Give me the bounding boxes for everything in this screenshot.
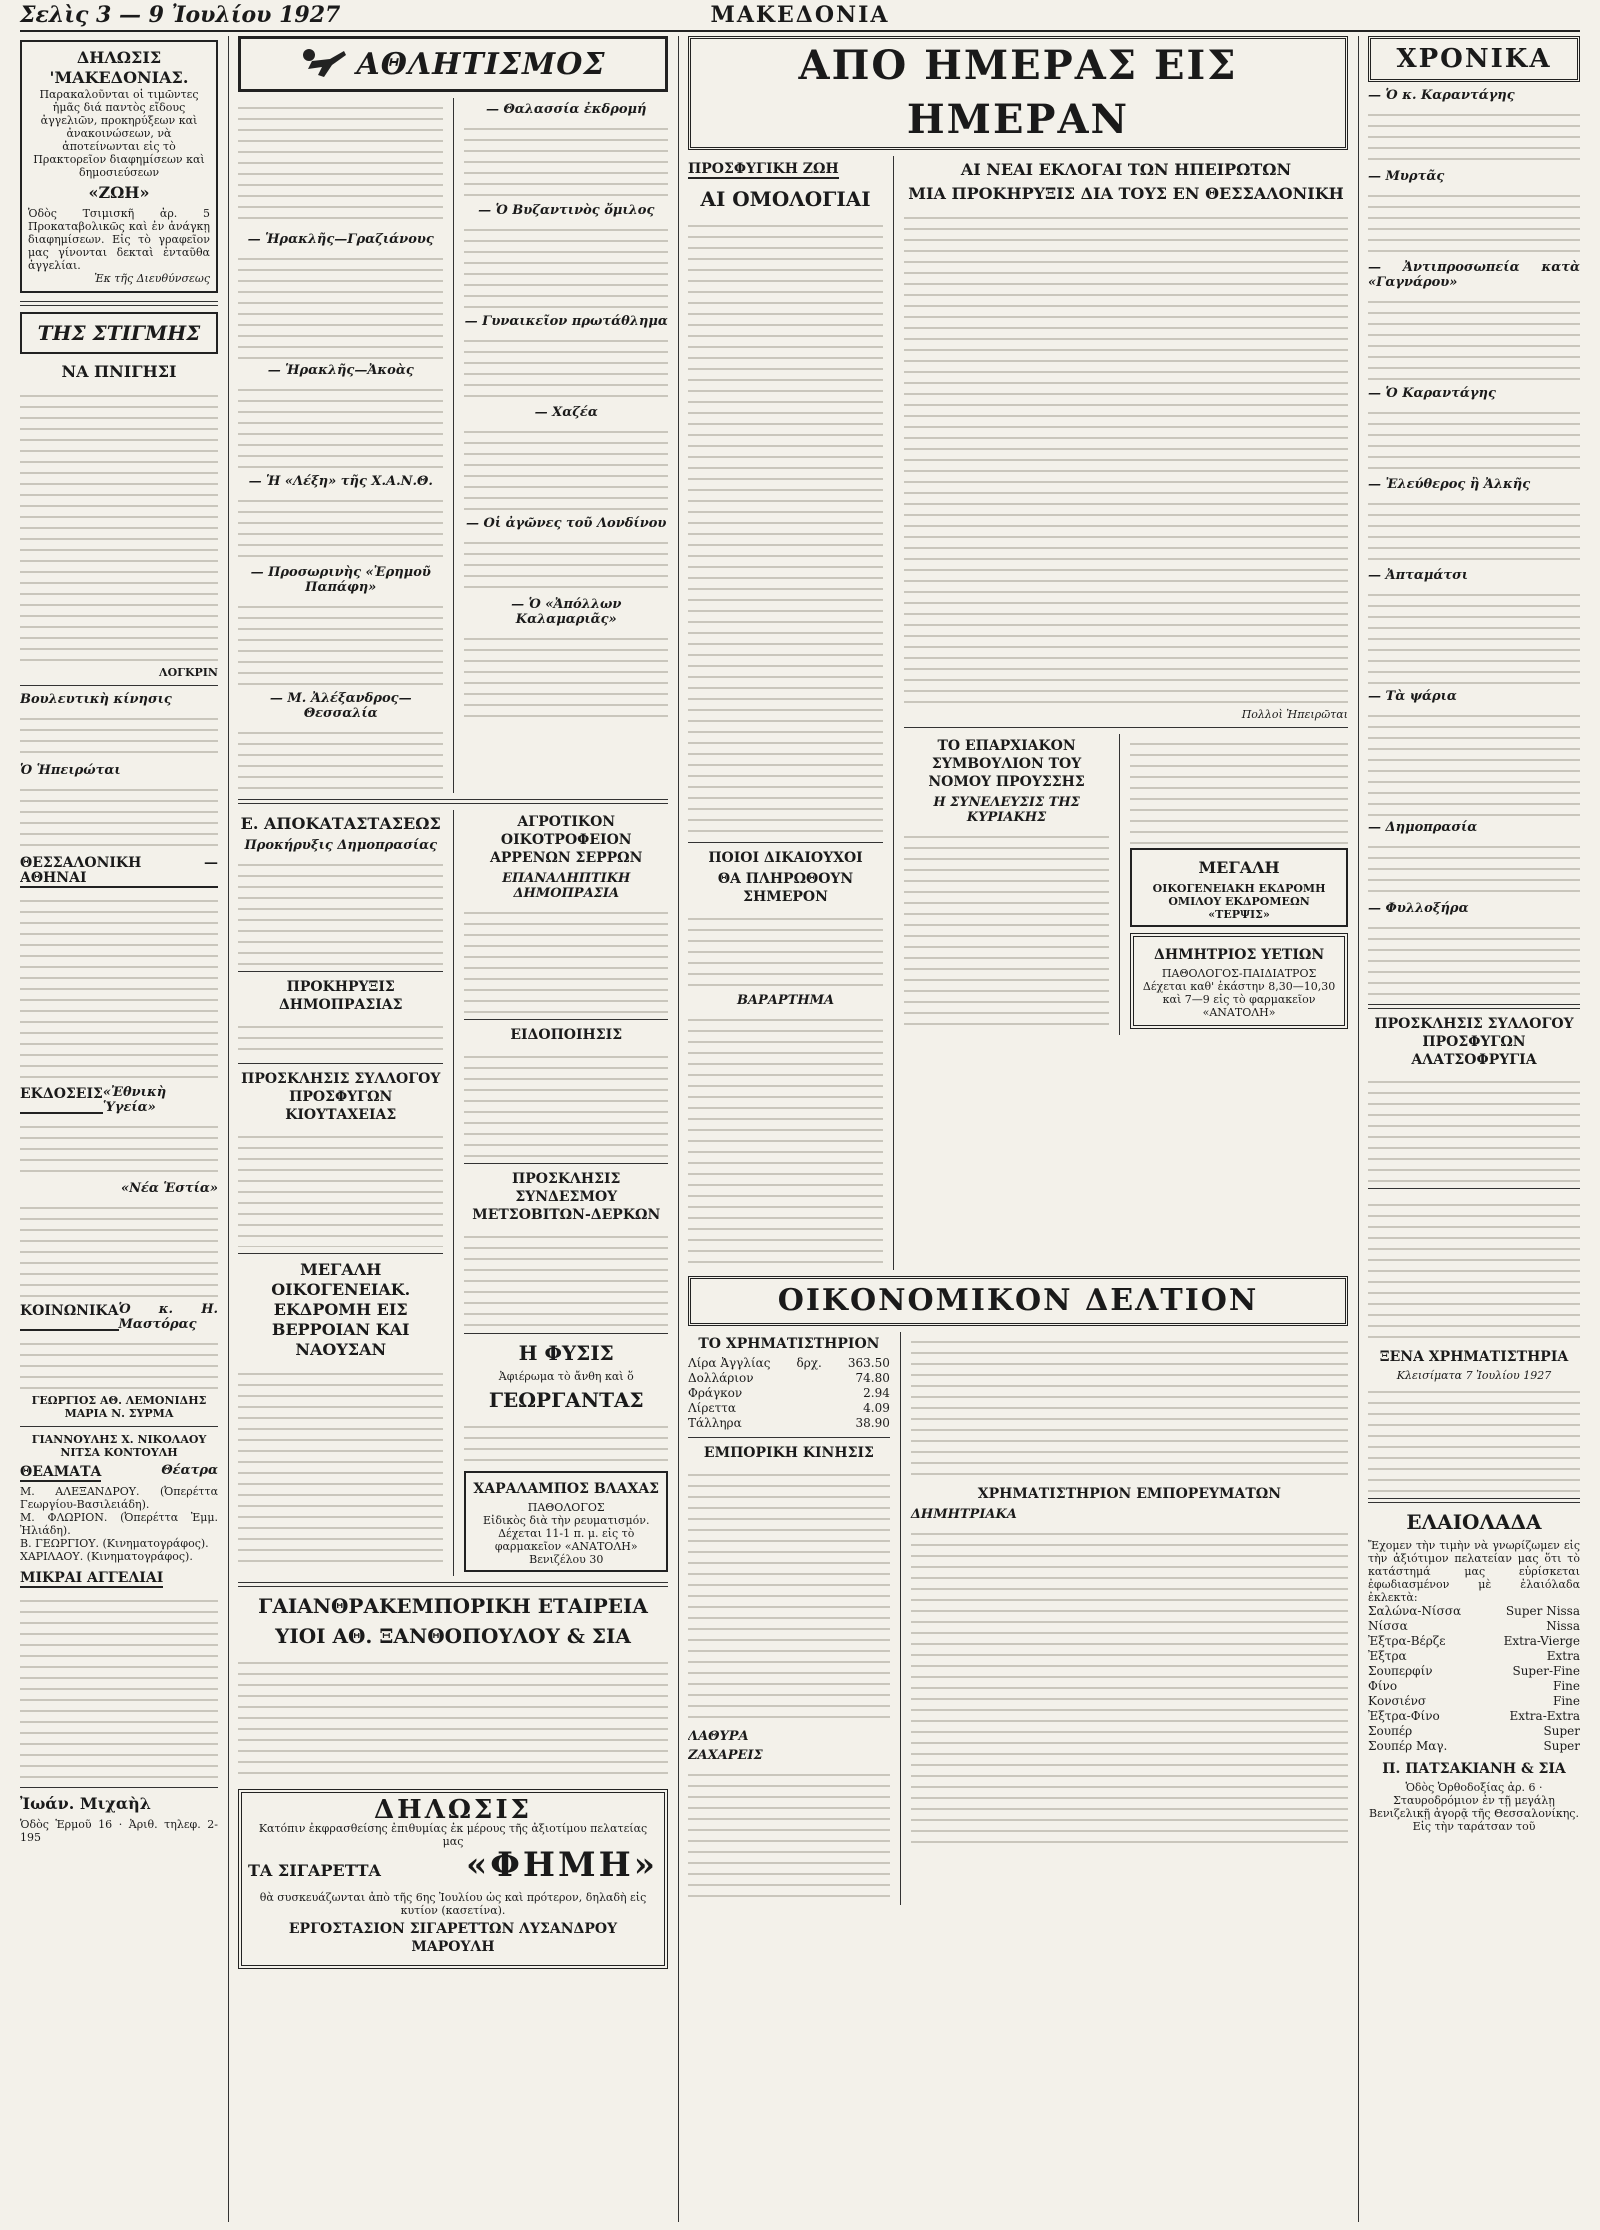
oil-name: Νίσσα — [1368, 1619, 1408, 1633]
vlachas-name: ΧΑΡΑΛΑΜΠΟΣ ΒΛΑΧΑΣ — [473, 1481, 660, 1497]
xrimatistirion-emp: ΧΡΗΜΑΤΙΣΤΗΡΙΟΝ ΕΜΠΟΡΕΥΜΑΤΩΝ — [977, 1486, 1282, 1502]
filler-text — [20, 1591, 218, 1781]
filler-text — [1368, 1195, 1580, 1345]
sport-akoas: — Ἡρακλῆς—Ἀκοὰς — [267, 363, 414, 378]
fx-value: 4.09 — [863, 1401, 890, 1415]
thessaloniki-label: ΘΕΣΣΑΛΟΝΙΚΗ — ΑΘΗΝΑΙ — [20, 855, 218, 886]
filler-text — [1368, 186, 1580, 256]
oil-name: Φίνο — [1368, 1679, 1398, 1693]
engagement-4: ΝΙΤΣΑ ΚΟΝΤΟΥΛΗ — [60, 1446, 178, 1459]
daily-inner-1 — [904, 734, 1109, 1035]
sport-subcol-2 — [464, 98, 668, 793]
filler-text — [464, 119, 668, 199]
fx-label: Δολλάριον — [688, 1371, 754, 1385]
fx-label: Λίρα Ἀγγλίας — [688, 1356, 771, 1370]
ekdoseis-label: ΕΚΔΟΣΕΙΣ — [20, 1087, 103, 1114]
fx-row — [688, 1386, 890, 1401]
nea-estia: «Νέα Ἑστία» — [120, 1181, 218, 1196]
apokatastaseos-title: Ε. ΑΠΟΚΑΤΑΣΤΑΣΕΩΣ — [240, 814, 441, 833]
oil-name: Σουπέρ Μαγ. — [1368, 1739, 1448, 1753]
fx-value: 38.90 — [855, 1416, 890, 1430]
eidopoiisis: ΕΙΔΟΠΟΙΗΣΙΣ — [510, 1027, 623, 1043]
column-chronicle — [1368, 36, 1580, 2222]
fx-label: Τάλληρα — [688, 1416, 742, 1430]
athlitismos-title: ΑΘΛΗΤΙΣΜΟΣ — [356, 46, 606, 82]
filler-text — [1368, 585, 1580, 685]
filler-text — [20, 1198, 218, 1298]
filler-text — [20, 1334, 218, 1394]
pateakis-name: Π. ΠΑΤΣΑΚΙΑΝΗ & ΣΙΑ — [1382, 1761, 1566, 1777]
sport-apollon: — Ὁ «Ἀπόλλων Καλαμαριᾶς» — [511, 597, 622, 627]
filler-text — [1368, 918, 1580, 998]
fx-table — [688, 1356, 890, 1431]
column-left — [20, 36, 218, 2222]
filler-text — [238, 380, 443, 470]
oil-grade: Super Nissa — [1505, 1604, 1580, 1618]
oikonomikon-banner: ΟΙΚΟΝΟΜΙΚΟΝ ΔΕΛΤΙΟΝ — [688, 1276, 1348, 1326]
filler-text — [911, 1332, 1348, 1482]
divider — [20, 685, 218, 686]
engagement-1: ΓΕΩΡΓΙΟΣ ΑΘ. ΛΕΜΟΝΙΔΗΣ — [31, 1394, 207, 1407]
filler-text — [911, 1524, 1348, 1844]
divider — [464, 1163, 668, 1164]
list-item — [1368, 1619, 1580, 1634]
ekloges-sign: Πολλοὶ Ἠπειρῶται — [1241, 708, 1348, 721]
xrimatistirion-title: ΤΟ ΧΡΗΜΑΤΙΣΤΗΡΙΟΝ — [698, 1336, 880, 1352]
filler-text — [238, 491, 443, 561]
theatre-3: Β. ΓΕΩΡΓΙΟΥ. (Κινηματογράφος). — [20, 1537, 209, 1550]
oil-name: Ἐξτρα-Βέρζε — [1368, 1634, 1446, 1648]
oil-grade: Extra — [1546, 1649, 1580, 1663]
filler-text — [464, 533, 668, 593]
karavangis: — Ὁ κ. Καραντάγης — [1368, 88, 1515, 103]
syndeleusis: Η ΣΥΝΕΛΕΥΣΙΣ ΤΗΣ ΚΥΡΙΑΚΗΣ — [933, 795, 1080, 825]
oil-grade: Super — [1543, 1724, 1580, 1738]
filler-text — [238, 855, 443, 965]
oil-grade: Extra-Extra — [1509, 1709, 1580, 1723]
daily-banner: ΑΠΟ ΗΜΕΡΑΣ ΕΙΣ ΗΜΕΡΑΝ — [688, 36, 1348, 150]
sport-alex: — Μ. Ἀλέξανδρος—Θεσσαλία — [269, 691, 412, 721]
filler-text — [1368, 494, 1580, 564]
vestis-ad — [1130, 933, 1348, 1029]
filler-text — [238, 1127, 443, 1247]
filler-text — [904, 827, 1109, 1027]
finance-subcol-1 — [688, 1332, 890, 1905]
dimitriaka-label: ΔΗΜΗΤΡΙΑΚΑ — [910, 1507, 1017, 1522]
theatre-2: Μ. ΦΛΩΡΙΟΝ. (Ὀπερέττα Ἐμμ. Ἠλιάδη). — [20, 1511, 218, 1537]
etaireia-title: ΓΑΙΑΝΘΡΑΚΕΜΠΟΡΙΚΗ ΕΤΑΙΡΕΙΑ — [258, 1594, 648, 1618]
prosfygiki-label: ΠΡΟΣΦΥΓΙΚΗ ΖΩΗ — [688, 161, 839, 177]
vlachas-body: Εἰδικὸς διὰ τὴν ρευματισμόν. Δέχεται 11-1 π. μ. εἰς τὸ φαρμακεῖον «ΑΝΑΤΟΛΗ» Βενιζέλου 30 — [483, 1514, 650, 1566]
divider — [238, 1063, 443, 1064]
divider — [1368, 1188, 1580, 1189]
dimprasia: — Δημοπρασία — [1368, 820, 1478, 835]
filler-text — [1368, 1382, 1580, 1492]
ergostasion: ΕΡΓΟΣΤΑΣΙΟΝ ΣΙΓΑΡΕΤΤΩΝ ΛΥΣΑΝΔΡΟΥ ΜΑΡΟΥΛΗ — [288, 1921, 618, 1955]
column-rule — [678, 36, 679, 2222]
fysis-sub: Ἀφιέρωμα τὸ ἄνθη καὶ ὅ — [498, 1370, 634, 1383]
masthead — [20, 2, 1580, 32]
filler-text — [688, 1765, 890, 1905]
list-item — [1368, 1739, 1580, 1754]
column-rule — [453, 98, 454, 793]
oil-grade: Fine — [1553, 1694, 1580, 1708]
dilosis-ad-body: Κατόπιν ἐκφρασθείσης ἐπιθυμίας ἐκ μέρους τῆς ἀξιοτίμου πελατείας μας — [258, 1822, 648, 1848]
column-rule — [1358, 36, 1359, 2222]
fx-value: 363.50 — [847, 1356, 890, 1370]
list-item — [1368, 1709, 1580, 1724]
vestis-role: ΠΑΘΟΛΟΓΟΣ-ΠΑΙΔΙΑΤΡΟΣ — [1161, 967, 1317, 980]
divider — [688, 1437, 890, 1438]
filler-text — [238, 1364, 443, 1564]
miratis: — Μυρτᾶς — [1368, 169, 1445, 184]
oil-grade: Extra-Vierge — [1503, 1634, 1580, 1648]
list-item — [1368, 1694, 1580, 1709]
finance-subcol-2 — [911, 1332, 1348, 1905]
elaiolada-list — [1368, 1604, 1580, 1754]
filler-text — [464, 1417, 668, 1467]
koinonika-label: ΚΟΙΝΩΝΙΚΑ — [20, 1304, 119, 1331]
fx-label: Φράγκον — [688, 1386, 743, 1400]
theatra-label: Θέατρα — [161, 1463, 218, 1478]
column-rule — [228, 36, 229, 2222]
filler-text — [238, 98, 443, 228]
filler-text — [20, 709, 218, 759]
sport-papafi: — Προσωρινὴς «Ἐρημοῦ Παπάφη» — [250, 565, 431, 595]
stigmis-sign: ΛΟΓΚΡΙΝ — [159, 666, 218, 679]
daily-subcol-2 — [904, 156, 1348, 1270]
tsigaretta: ΤΑ ΣΙΓΑΡΕΤΤΑ — [248, 1861, 381, 1880]
stigmis-box — [20, 312, 218, 354]
emporiki-title: ΕΜΠΟΡΙΚΗ ΚΙΝΗΣΙΣ — [703, 1445, 874, 1461]
pateakis-addr: Ὁδὸς Ὁρθοδοξίας ἀρ. 6 · Σταυροδρόμιον ἐν τῇ μεγάλῃ Βενιζελικῇ ἀγορᾷ τῆς Θεσσαλονίκης. Εἰς τὴν ταράτσαν τοῦ — [1369, 1781, 1579, 1833]
issue-date: Σελὶς 3 — 9 Ἰουλίου 1927 — [20, 2, 341, 28]
theamata-label: ΘΕΑΜΑΤΑ — [20, 1464, 102, 1480]
column-daily — [688, 36, 1348, 2222]
stigmis-sub: ΝΑ ΠΝΙΓΗΣΙ — [61, 362, 177, 381]
karantagis: — Ὁ Καραντάγης — [1368, 386, 1496, 401]
divider — [20, 301, 218, 306]
divider — [20, 1787, 218, 1788]
vlachas-role: ΠΑΘΟΛΟΓΟΣ — [527, 1501, 605, 1514]
filler-text — [1368, 105, 1580, 165]
list-item — [1368, 1604, 1580, 1619]
column-sport — [238, 36, 668, 2222]
filler-text — [464, 220, 668, 310]
filler-text — [20, 891, 218, 1081]
oil-name: Σαλώνα-Νίσσα — [1368, 1604, 1462, 1618]
filler-text — [1130, 734, 1348, 844]
filler-text — [464, 331, 668, 401]
elefth: — Ἐλεύθερος ἢ Ἀλκῆς — [1368, 477, 1531, 492]
divider — [1368, 1498, 1580, 1503]
filler-text — [238, 1653, 668, 1783]
elaiolada-title: ΕΛΑΙΟΛΑΔΑ — [1406, 1510, 1542, 1534]
divider — [238, 971, 443, 972]
eparxiakon-title: ΤΟ ΕΠΑΡΧΙΑΚΟΝ ΣΥΜΒΟΥΛΙΟΝ ΤΟΥ ΝΟΜΟΥ ΠΡΟΥΣΣΗΣ — [928, 738, 1085, 790]
prosklisis-syllogou: ΠΡΟΣΚΛΗΣΙΣ ΣΥΛΛΟΓΟΥ ΠΡΟΣΦΥΓΩΝ ΚΙΟΥΤΑΧΕΙΑΣ — [241, 1071, 441, 1123]
elaiolada-intro: Ἔχομεν τὴν τιμὴν νὰ γνωρίζωμεν εἰς τὴν ἀξιότιμον πελατείαν μας ὅτι τὸ κατάστημά μας εὑρίσκεται ἐφωδιασμένον μὲ ἐλαιόλαδα ἐκλεκτὰ: — [1368, 1539, 1580, 1604]
etaireia-name: ΥΙΟΙ ΑΘ. ΞΑΝΘΟΠΟΥΛΟΥ & ΣΙΑ — [275, 1624, 631, 1648]
vouleftiki-label: Βουλευτικὴ κίνησις — [20, 692, 172, 707]
oil-name: Ἐξτρα-Φίνο — [1368, 1709, 1440, 1723]
athlete-icon — [300, 47, 348, 81]
oil-grade: Super-Fine — [1512, 1664, 1580, 1678]
oil-name: Κονσιένσ — [1368, 1694, 1427, 1708]
filler-text — [238, 1017, 443, 1057]
filler-text — [1368, 403, 1580, 473]
filler-text — [464, 903, 668, 1013]
filler-text — [688, 909, 883, 989]
oil-grade: Fine — [1553, 1679, 1580, 1693]
filler-text — [1368, 837, 1580, 897]
theatre-1: Μ. ΑΛΕΞΑΝΔΡΟΥ. (Ὀπερέττα Γεωργίου-Βασιλειάδη). — [20, 1485, 218, 1511]
notices-subcol-2 — [464, 810, 668, 1576]
poioi-sub: ΘΑ ΠΛΗΡΩΘΟΥΝ ΣΗΜΕΡΟΝ — [717, 871, 854, 905]
filler-text — [464, 1227, 668, 1327]
varartima: ΒΑΡΑΡΤΗΜΑ — [736, 993, 835, 1008]
filler-text — [688, 216, 883, 836]
filler-text — [1368, 1072, 1580, 1182]
omologiai-title: ΑΙ ΟΜΟΛΟΓΙΑΙ — [700, 187, 871, 211]
filler-text — [688, 1465, 890, 1725]
poioi-title: ΠΟΙΟΙ ΔΙΚΑΙΟΥΧΟΙ — [708, 850, 863, 866]
column-rule — [900, 1332, 901, 1905]
ta-psaria: — Τὰ ψάρια — [1368, 689, 1457, 704]
fx-row — [688, 1401, 890, 1416]
dilosis-body: Παρακαλοῦνται οἱ τιμῶντες ἡμᾶς διά παντὸς εἴδους ἀγγελιῶν, προκηρύξεων καὶ ἀνακοινώσεων, νὰ ἀποτείνωνται εἰς τὸ Πρακτορεῖον διαφημίσεων καὶ δημοσιεύσεων — [33, 88, 205, 179]
fx-unit: δρχ. — [796, 1356, 822, 1370]
vlachas-ad — [464, 1471, 668, 1572]
list-item — [1368, 1724, 1580, 1739]
notices-subcol-1 — [238, 810, 443, 1576]
vestis-body: Δέχεται καθ' ἑκάστην 8,30—10,30 καὶ 7—9 εἰς τὸ φαρμακεῖον «ΑΝΑΤΟΛΗ» — [1142, 980, 1336, 1019]
sport-gyn: — Γυναικεῖον πρωτάθλημα — [464, 314, 668, 329]
engagement-3: ΓΙΑΝΝΟΥΛΗΣ Χ. ΝΙΚΟΛΑΟΥ — [31, 1433, 207, 1446]
divider — [238, 1582, 668, 1587]
stigmis-title: ΤΗΣ ΣΤΙΓΜΗΣ — [37, 321, 201, 345]
georgantas: ΓΕΩΡΓΑΝΤΑΣ — [488, 1388, 644, 1412]
newspaper-title: ΜΑΚΕΔΟΝΙΑ — [710, 2, 890, 28]
agrotikon-title: ΑΓΡΟΤΙΚΟΝ ΟΙΚΟΤΡΟΦΕΙΟΝ ΑΡΡΕΝΩΝ ΣΕΡΡΩΝ — [490, 814, 643, 866]
filler-text — [1368, 706, 1580, 816]
sport-subcol-1 — [238, 98, 443, 793]
column-rule — [1119, 734, 1120, 1035]
athlitismos-banner — [238, 36, 668, 92]
mastoras: Ὁ κ. Η. Μαστόρας — [118, 1302, 218, 1332]
filler-text — [464, 1047, 668, 1157]
footer-ad: Ἰωάν. Μιχαὴλ — [20, 1794, 151, 1813]
lavyra-label: ΛΑΘΥΡΑ — [688, 1729, 749, 1744]
oil-name: Σουπέρ — [1368, 1724, 1413, 1738]
engagement-2: ΜΑΡΙΑ Ν. ΣΥΡΜΑ — [64, 1407, 174, 1420]
fx-value: 74.80 — [855, 1371, 890, 1385]
terpsis-ad — [1130, 848, 1348, 927]
fx-row — [688, 1356, 890, 1371]
megali2-title: ΜΕΓΑΛΗ — [1198, 858, 1280, 877]
dilosis-addr: Ὁδὸς Τσιμισκῆ ἀρ. 5 Προκαταβολικῶς καὶ ἐν ἀνάγκῃ διαφημίσεων. Εἰς τὸ γραφεῖον μας γίνονται δεκταὶ ἐνταῦθα ἀγγελίαι. — [28, 207, 210, 272]
oil-grade: Nissa — [1546, 1619, 1580, 1633]
ekloges-title: ΑΙ ΝΕΑΙ ΕΚΛΟΓΑΙ ΤΩΝ ΗΠΕΙΡΩΤΩΝ — [960, 160, 1292, 179]
xena-title: ΞΕΝΑ ΧΡΗΜΑΤΙΣΤΗΡΙΑ — [1379, 1349, 1569, 1365]
fx-row — [688, 1371, 890, 1386]
filler-text — [238, 597, 443, 687]
oil-grade: Super — [1543, 1739, 1580, 1753]
sport-vyz: — Ὁ Βυζαντινὸς ὄμιλος — [478, 203, 655, 218]
aptamatsi: — Ἀπταμάτσι — [1368, 568, 1469, 583]
epanaliptiki: ΕΠΑΝΑΛΗΠΤΙΚΗ ΔΗΜΟΠΡΑΣΙΑ — [502, 871, 631, 901]
mikrai-label: ΜΙΚΡΑΙ ΑΓΓΕΛΙΑΙ — [20, 1570, 164, 1586]
divider — [464, 1019, 668, 1020]
prosklisis-syndesmou: ΠΡΟΣΚΛΗΣΙΣ ΣΥΝΔΕΣΜΟΥ ΜΕΤΣΟΒΙΤΩΝ-ΔΕΡΚΩΝ — [472, 1171, 661, 1223]
fysis-title: Η ΦΥΣΙΣ — [518, 1341, 614, 1365]
filler-text — [464, 629, 668, 719]
theatre-4: ΧΑΡΙΛΑΟΥ. (Κινηματογράφος). — [20, 1550, 193, 1563]
vestis-name: ΔΗΜΗΤΡΙΟΣ ΥΕΤΙΩΝ — [1153, 947, 1325, 963]
kinisi-label: Ὁ Ἡπειρώται — [20, 763, 121, 778]
ekloges-sub: ΜΙΑ ΠΡΟΚΗΡΥΞΙΣ ΔΙΑ ΤΟΥΣ ΕΝ ΘΕΣΣΑΛΟΝΙΚΗ — [908, 184, 1344, 203]
list-item — [1368, 1634, 1580, 1649]
fx-label: Λίρεττα — [688, 1401, 737, 1415]
filler-text — [904, 208, 1348, 708]
filler-text — [1368, 292, 1580, 382]
xena-date: Κλεισίματα 7 Ἰουλίου 1927 — [1396, 1369, 1552, 1382]
zoi-label: «ΖΩΗ» — [88, 183, 150, 202]
fyloksira: — Φυλλοξήρα — [1368, 901, 1469, 916]
sport-xaza: — Χαζέα — [534, 405, 598, 420]
prokirixis-dimoprasias: ΠΡΟΚΗΡΥΞΙΣ ΔΗΜΟΠΡΑΣΙΑΣ — [278, 979, 403, 1013]
dilosis-sign: Ἐκ τῆς Διευθύνσεως — [94, 272, 210, 285]
dilosis-ad-title: ΔΗΛΩΣΙΣ — [374, 1795, 532, 1825]
divider — [238, 1253, 443, 1254]
antiprosopeia: — Ἀντιπροσωπεία κατὰ «Γαγνάρου» — [1368, 260, 1580, 290]
divider — [904, 727, 1348, 728]
filler-text — [238, 249, 443, 359]
filler-text — [20, 780, 218, 850]
megali2-sub: ΟΙΚΟΓΕΝΕΙΑΚΗ ΕΚΔΡΟΜΗ ΟΜΙΛΟΥ ΕΚΔΡΟΜΕΩΝ «ΤΕΡΨΙΣ» — [1152, 882, 1326, 921]
prokirixis-dim: Προκήρυξις Δημοπρασίας — [244, 838, 438, 853]
zaxaris-label: ΖΑΧΑΡΕΙΣ — [688, 1748, 763, 1763]
oil-name: Ἐξτρα — [1368, 1649, 1407, 1663]
megali-ekdromi: ΜΕΓΑΛΗ ΟΙΚΟΓΕΝΕΙΑΚ. ΕΚΔΡΟΜΗ ΕΙΣ ΒΕΡΡΟΙΑΝ ΚΑΙ ΝΑΟΥΣΑΝ — [271, 1260, 411, 1359]
fx-row — [688, 1416, 890, 1431]
daily-inner-2 — [1130, 734, 1348, 1035]
stigmis-text — [20, 386, 218, 666]
fimi-brand: «ΦΗΜΗ» — [465, 1845, 658, 1885]
prosklisis-syll: ΠΡΟΣΚΛΗΣΙΣ ΣΥΛΛΟΓΟΥ ΠΡΟΣΦΥΓΩΝ ΑΛΑΤΣΟΦΡΥΓΙΑ — [1374, 1016, 1574, 1068]
divider — [464, 1333, 668, 1334]
divider — [1368, 1004, 1580, 1009]
footer-ad-addr: Ὁδὸς Ἑρμοῦ 16 · Ἀριθ. τηλεφ. 2-195 — [20, 1818, 218, 1844]
xronika-banner: ΧΡΟΝΙΚΑ — [1368, 36, 1580, 82]
sport-xano: — Ἡ «Λέξη» τῆς Χ.Α.Ν.Θ. — [248, 474, 433, 489]
filler-text — [20, 1117, 218, 1177]
oil-name: Σουπερφίν — [1368, 1664, 1433, 1678]
divider — [238, 799, 668, 804]
sport-iraklis: — Ἡρακλῆς—Γραζιάνους — [247, 232, 434, 247]
fimi-ad — [238, 1789, 668, 1969]
daily-subcol-1 — [688, 156, 883, 1270]
list-item — [1368, 1649, 1580, 1664]
dilosis-box — [20, 40, 218, 293]
ethniki-igi: «Ἐθνικὴ Ὑγεία» — [102, 1085, 167, 1115]
list-item — [1368, 1664, 1580, 1679]
fimi-tail: θὰ συσκευάζωνται ἀπὸ τῆς 6ης Ἰουλίου ὡς καὶ πρότερον, δηλαδὴ εἰς κυτίον (κασετίνα). — [259, 1891, 647, 1917]
filler-text — [464, 422, 668, 512]
divider — [688, 842, 883, 843]
dilosis-title: ΔΗΛΩΣΙΣ 'ΜΑΚΕΔΟΝΙΑΣ. — [49, 48, 189, 87]
column-rule — [453, 810, 454, 1576]
sport-agon: — Οἱ ἀγῶνες τοῦ Λονδίνου — [466, 516, 667, 531]
sport-thal: — Θαλασσία ἐκδρομή — [485, 102, 647, 117]
filler-text — [238, 723, 443, 793]
list-item — [1368, 1679, 1580, 1694]
fx-value: 2.94 — [863, 1386, 890, 1400]
column-rule — [893, 156, 894, 1270]
divider — [20, 1426, 218, 1427]
filler-text — [688, 1010, 883, 1270]
